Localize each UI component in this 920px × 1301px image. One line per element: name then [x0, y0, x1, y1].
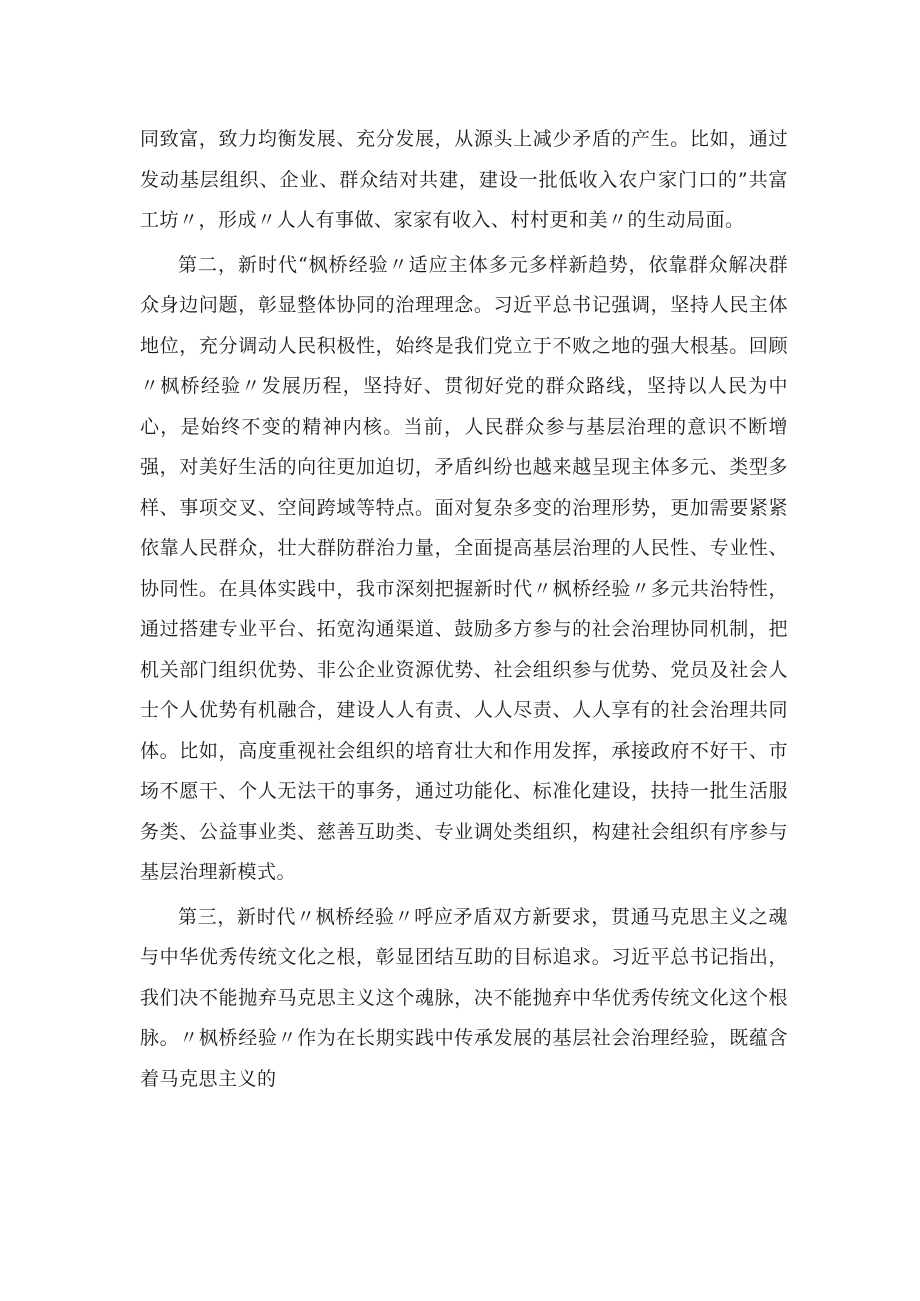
paragraph-3: 第三，新时代〃枫桥经验〃呼应矛盾双方新要求，贯通马克思主义之魂与中华优秀传统文化之根，彰显团结互助的目标追求。习近平总书记指出，我们决不能抛弃马克思主义这个魂脉，决不能抛弃中华优秀传统文化这个根脉。〃枫桥经验〃作为在长期实践中传承发展的基层社会治理经验，既蕴含着马克思主义的 — [140, 905, 788, 1090]
paragraph-1: 同致富，致力均衡发展、充分发展，从源头上减少矛盾的产生。比如，通过发动基层组织、企业、群众结对共建，建设一批低收入农户家门口的”共富工坊〃，形成〃人人有事做、家家有收入、村村更和美〃的生动局面。 — [140, 128, 788, 231]
paragraph-2: 第二，新时代“枫桥经验〃适应主体多元多样新趋势，依靠群众解决群众身边问题，彰显整体协同的治理理念。习近平总书记强调，坚持人民主体地位，充分调动人民积极性，始终是我们党立于不败之地的强大根基。回顾〃枫桥经验〃发展历程，坚持好、贯彻好党的群众路线，坚持以人民为中心，是始终不变的精神内核。当前，人民群众参与基层治理的意识不断增强，对美好生活的向往更加迫切，矛盾纠纷也越来越呈现主体多元、类型多样、事项交叉、空间跨域等特点。面对复杂多变的治理形势，更加需要紧紧依靠人民群众，壮大群防群治力量，全面提高基层治理的人民性、专业性、协同性。在具体实践中，我市深刻把握新时代〃枫桥经验〃多元共治特性，通过搭建专业平台、拓宽沟通渠道、鼓励多方参与的社会治理协同机制，把机关部门组织优势、非公企业资源优势、社会组织参与优势、党员及社会人士个人优势有机融合，建设人人有责、人人尽责、人人享有的社会治理共同体。比如，高度重视社会组织的培育壮大和作用发挥，承接政府不好干、市场不愿干、个人无法干的事务，通过功能化、标准化建设，扶持一批生活服务类、公益事业类、慈善互助类、专业调处类组织，构建社会组织有序参与基层治理新模式。 — [140, 253, 788, 883]
document-page — [140, 119, 788, 1099]
